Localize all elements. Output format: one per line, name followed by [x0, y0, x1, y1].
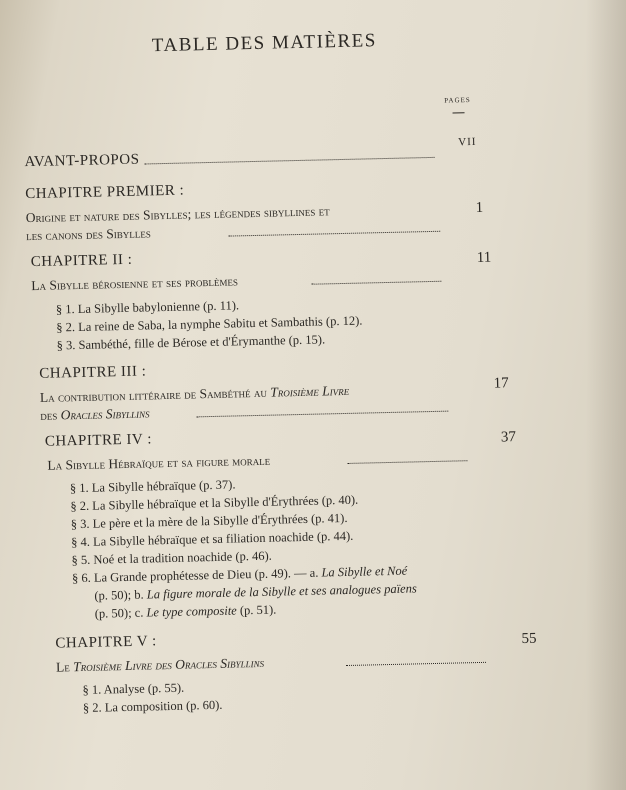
chapter-4-section-6-text-d: (p. 51).: [236, 602, 277, 618]
chapter-3-heading: CHAPITRE III :: [39, 363, 147, 382]
chapter-3-title-line-2-italic: Oracles Sibyllins: [60, 405, 150, 423]
chapter-4-section-4: § 4. La Sibylle hébraïque et sa filiation noachide (p. 44).: [71, 528, 354, 550]
chapter-2-heading: CHAPITRE II :: [30, 251, 133, 271]
leader-dots: [346, 662, 486, 666]
chapter-4-section-6-italic-a: La Sibylle et Noé: [321, 563, 408, 580]
chapter-3-page: 17: [493, 375, 509, 392]
chapter-4-section-6-text: § 6. La Grande prophétesse de Dieu (p. 49). — a.: [71, 565, 322, 586]
chapter-4-heading: CHAPITRE IV :: [44, 431, 153, 450]
leader-dots: [196, 411, 448, 418]
chapter-5-title-roman: Le: [55, 659, 74, 675]
chapter-1-heading: CHAPITRE PREMIER :: [25, 182, 185, 203]
chapter-1-page: 1: [475, 199, 484, 216]
chapter-5-heading: CHAPITRE V :: [55, 633, 157, 652]
page-title: TABLE DES MATIÈRES: [151, 30, 378, 57]
chapter-4-section-6-line-3: [95, 603, 277, 622]
chapter-3-title-line-1-roman: La contribution littéraire de Sambéthé au: [39, 384, 271, 405]
chapter-5-section-1: § 1. Analyse (p. 55).: [82, 680, 185, 698]
chapter-4-section-2: § 2. La Sibylle hébraïque et la Sibylle d'Érythrées (p. 40).: [70, 492, 359, 514]
chapter-4-page: 37: [500, 429, 517, 446]
chapter-5-section-2: § 2. La composition (p. 60).: [82, 697, 223, 716]
chapter-4-section-3: § 3. Le père et la mère de la Sibylle d'Érythrées (p. 41).: [70, 510, 348, 532]
chapter-4-section-6-text-b: (p. 50); b.: [94, 587, 147, 603]
chapter-2-title: La Sibylle bérosienne et ses problèmes: [31, 273, 239, 294]
chapter-5-page: 55: [521, 630, 537, 648]
avant-propos-page: VII: [458, 135, 477, 149]
chapter-4-section-6-line-2: [94, 581, 417, 603]
chapter-2-page: 11: [476, 249, 492, 266]
leader-dots: [311, 281, 441, 285]
avant-propos-label: AVANT-PROPOS: [24, 151, 140, 171]
chapter-1-title-line-2: les canons des Sibylles: [26, 225, 151, 244]
chapter-5-title: [56, 655, 264, 676]
chapter-2-section-1: § 1. La Sibylle babylonienne (p. 11).: [55, 298, 240, 317]
chapter-3-title-line-1: [40, 383, 350, 406]
chapter-2-section-2: § 2. La reine de Saba, la nymphe Sabitu et Sambathis (p. 12).: [56, 313, 363, 335]
leader-dots: [228, 231, 440, 237]
pages-header-rule: [453, 112, 465, 113]
chapter-3-title-line-2: [40, 405, 150, 423]
chapter-3-title-line-2-roman: des: [40, 407, 61, 423]
chapter-4-section-1: § 1. La Sibylle hébraïque (p. 37).: [69, 477, 236, 496]
chapter-4-section-5: § 5. Noé et la tradition noachide (p. 46).: [71, 548, 272, 568]
chapter-4-section-6-italic-b: La figure morale de la Sibylle et ses analogues païens: [146, 581, 417, 602]
chapter-3-title-line-1-italic: Troisième Livre: [270, 382, 350, 400]
chapter-4-section-6-italic-c: Le type composite: [146, 603, 237, 620]
pages-column-header: PAGES: [444, 96, 471, 105]
chapter-5-title-italic: Troisième Livre des Oracles Sibyllins: [72, 654, 265, 675]
leader-dots: [347, 460, 467, 464]
chapter-4-section-6-text-c: (p. 50); c.: [94, 605, 147, 621]
chapter-1-title-line-1: Origine et nature des Sibylles; les légendes sibyllines et: [25, 203, 330, 226]
chapter-2-section-3: § 3. Sambéthé, fille de Bérose et d'Érymanthe (p. 15).: [56, 332, 326, 353]
chapter-4-title: La Sibylle Hébraïque et sa figure morale: [47, 452, 271, 473]
leader-dots: [145, 157, 435, 165]
